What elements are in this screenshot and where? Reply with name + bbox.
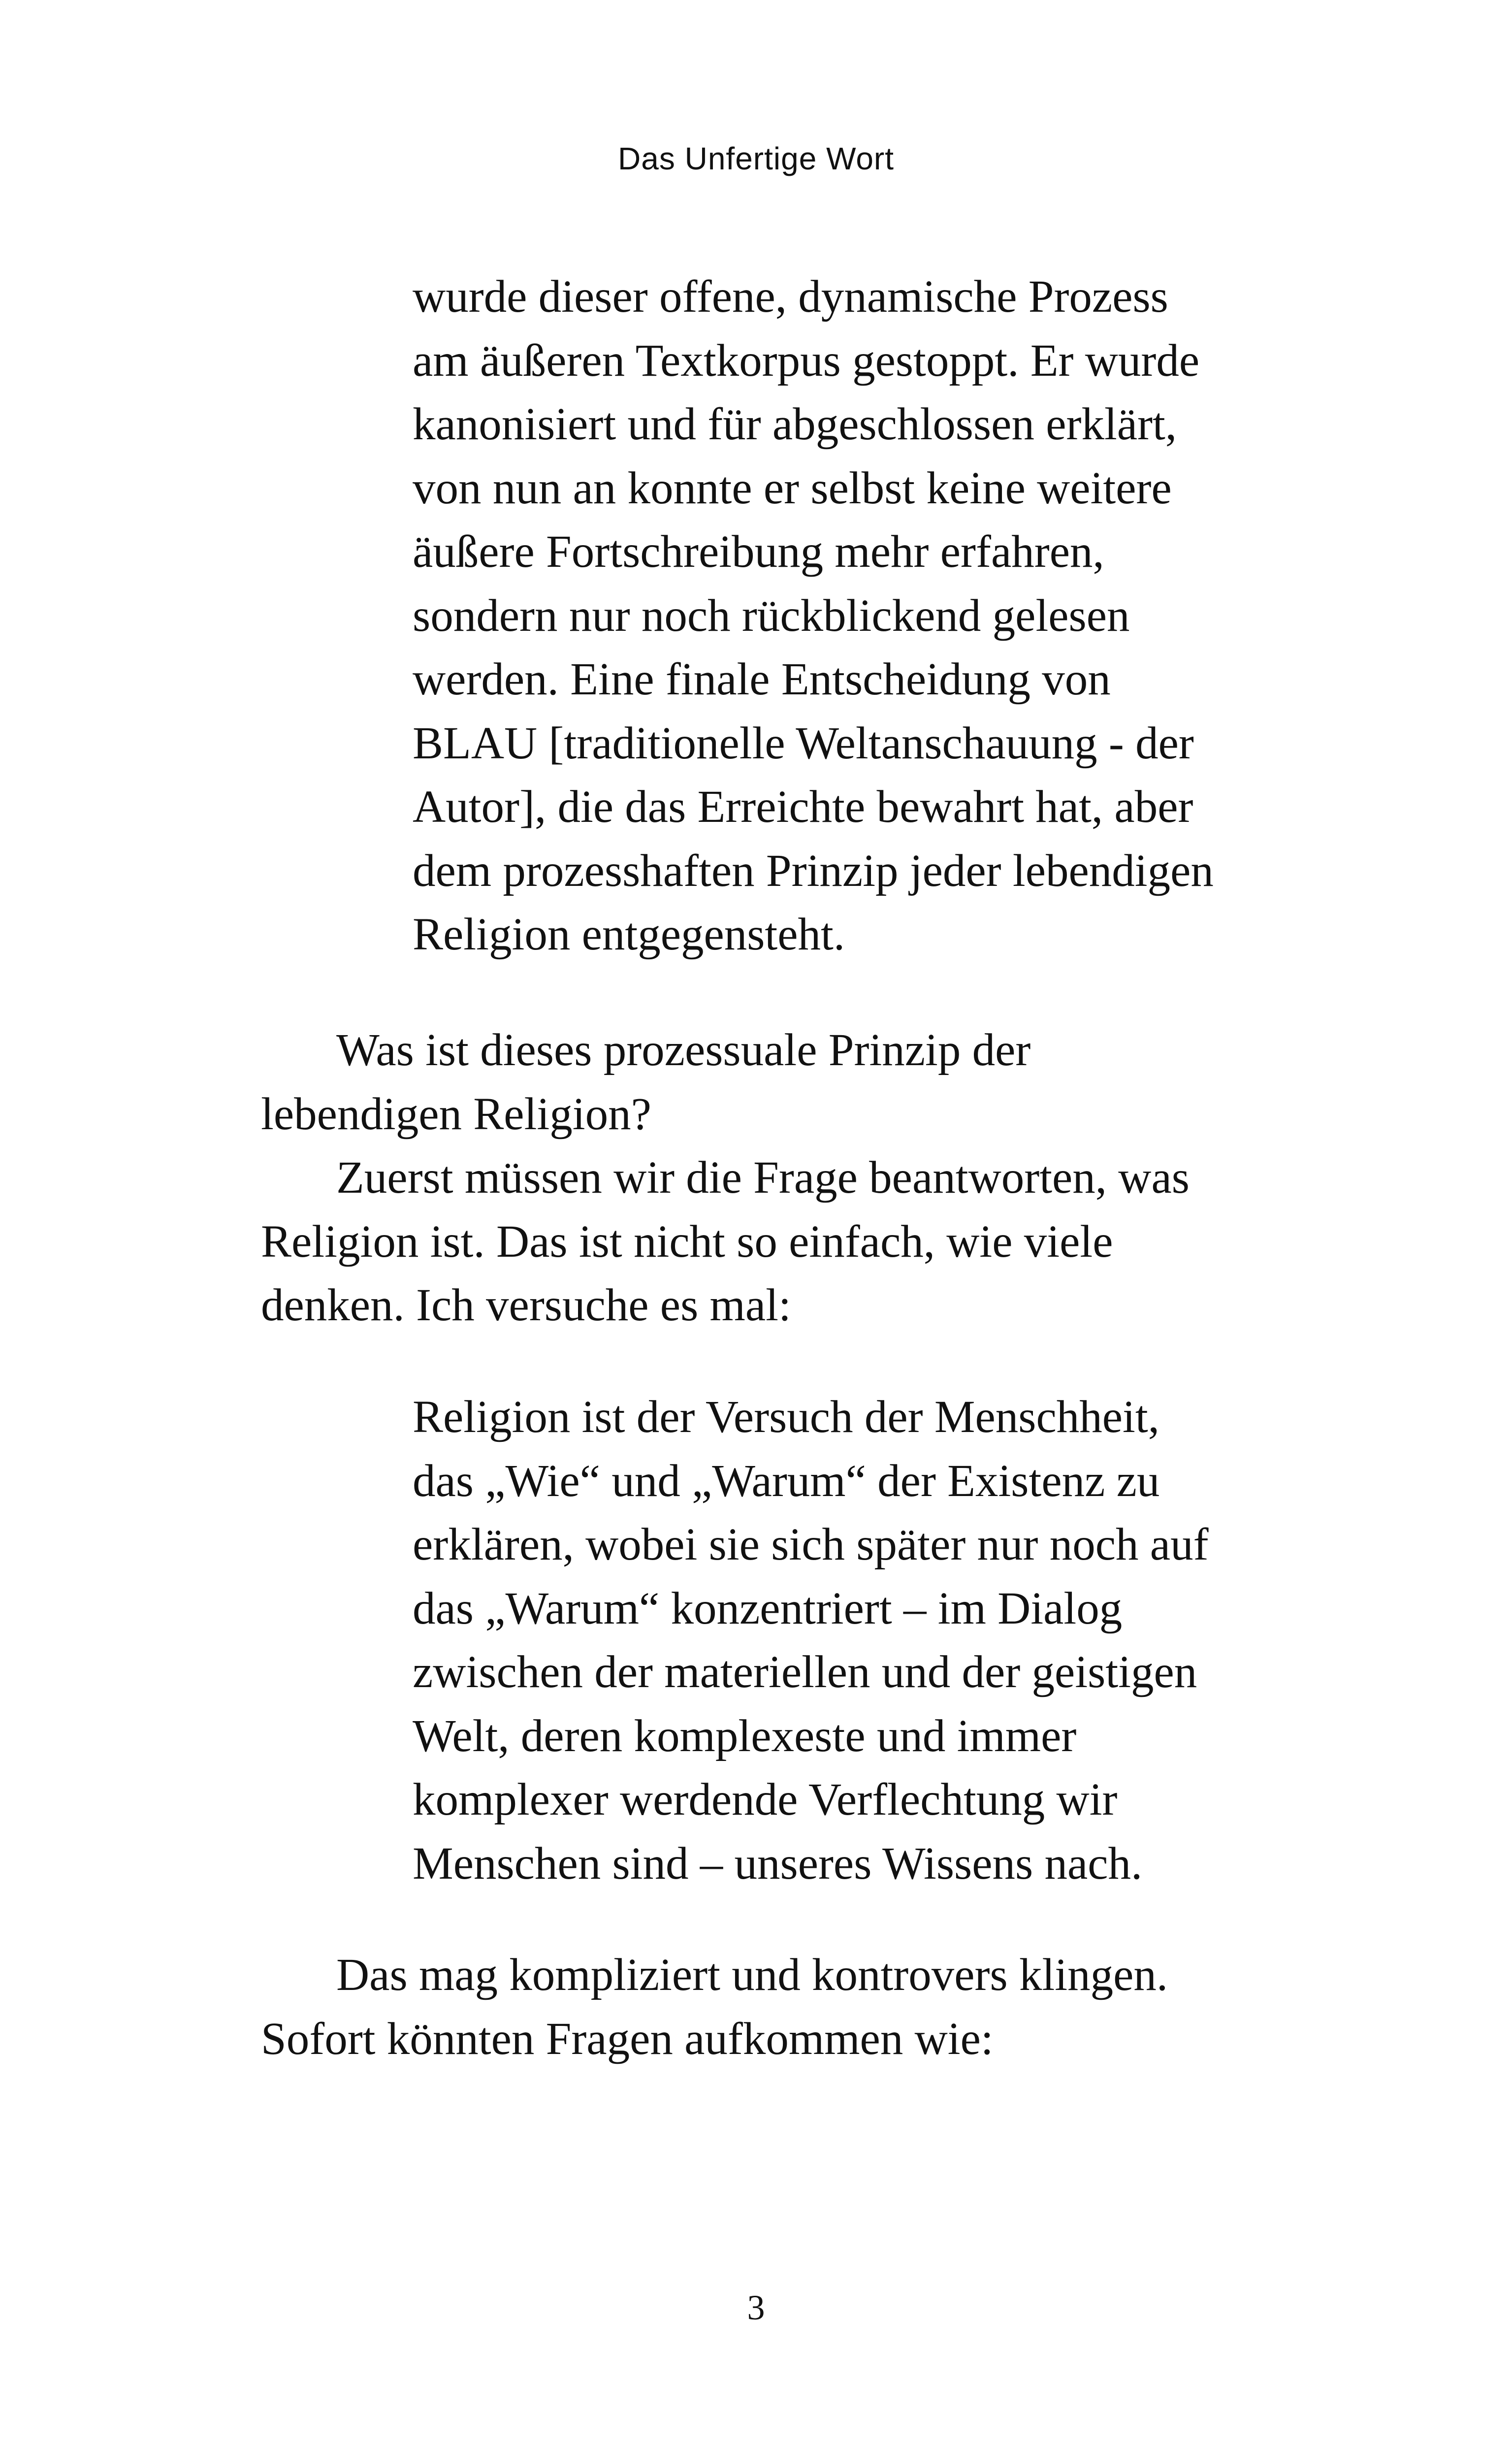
quote-line: von nun an konnte er selbst keine weitere xyxy=(413,462,1172,514)
paragraph-line: Was ist dieses prozessuale Prinzip der xyxy=(336,1025,1031,1075)
paragraph-fragen xyxy=(261,1943,1168,2071)
quote-line: am äußeren Textkorpus gestoppt. Er wurde xyxy=(413,335,1200,386)
paragraph-line: Sofort könnten Fragen aufkommen wie: xyxy=(261,2013,994,2064)
quote-line: Religion entgegensteht. xyxy=(413,909,845,960)
quote-line: werden. Eine finale Entscheidung von xyxy=(413,654,1111,705)
page-number: 3 xyxy=(747,2288,765,2327)
quote-line: Religion ist der Versuch der Menschheit, xyxy=(413,1392,1159,1442)
quote-line: erklären, wobei sie sich später nur noch auf xyxy=(413,1519,1209,1570)
quote-line: äußere Fortschreibung mehr erfahren, xyxy=(413,526,1104,577)
quote-line: das „Wie“ und „Warum“ der Existenz zu xyxy=(413,1455,1160,1506)
quote-line: sondern nur noch rückblickend gelesen xyxy=(413,590,1130,641)
quote-line: Autor], die das Erreichte bewahrt hat, aber xyxy=(413,782,1193,832)
quote-line: Welt, deren komplexeste und immer xyxy=(413,1710,1077,1761)
block-quote-religion-definition xyxy=(413,1385,1209,1895)
quote-line: BLAU [traditionelle Weltanschauung - der xyxy=(413,717,1194,769)
paragraph-prozessuales-prinzip xyxy=(261,1018,1190,1337)
quote-line: das „Warum“ konzentriert – im Dialog xyxy=(413,1583,1123,1634)
block-quote-canonization xyxy=(413,265,1214,967)
quote-line: kanonisiert und für abgeschlossen erklärt, xyxy=(413,399,1177,450)
paragraph-line: lebendigen Religion? xyxy=(261,1088,651,1140)
paragraph-line: Das mag kompliziert und kontrovers klingen. xyxy=(336,1950,1168,2000)
running-head-title: Das Unfertige Wort xyxy=(618,141,894,176)
paragraph-line: Religion ist. Das ist nicht so einfach, wie viele xyxy=(261,1216,1113,1267)
quote-line: komplexer werdende Verflechtung wir xyxy=(413,1774,1118,1825)
quote-line: wurde dieser offene, dynamische Prozess xyxy=(413,271,1168,322)
paragraph-line: denken. Ich versuche es mal: xyxy=(261,1280,791,1331)
quote-line: zwischen der materiellen und der geistigen xyxy=(413,1647,1197,1697)
paragraph-line: Zuerst müssen wir die Frage beantworten, was xyxy=(336,1152,1190,1203)
quote-line: Menschen sind – unseres Wissens nach. xyxy=(413,1838,1143,1889)
quote-line: dem prozesshaften Prinzip jeder lebendigen xyxy=(413,845,1214,896)
